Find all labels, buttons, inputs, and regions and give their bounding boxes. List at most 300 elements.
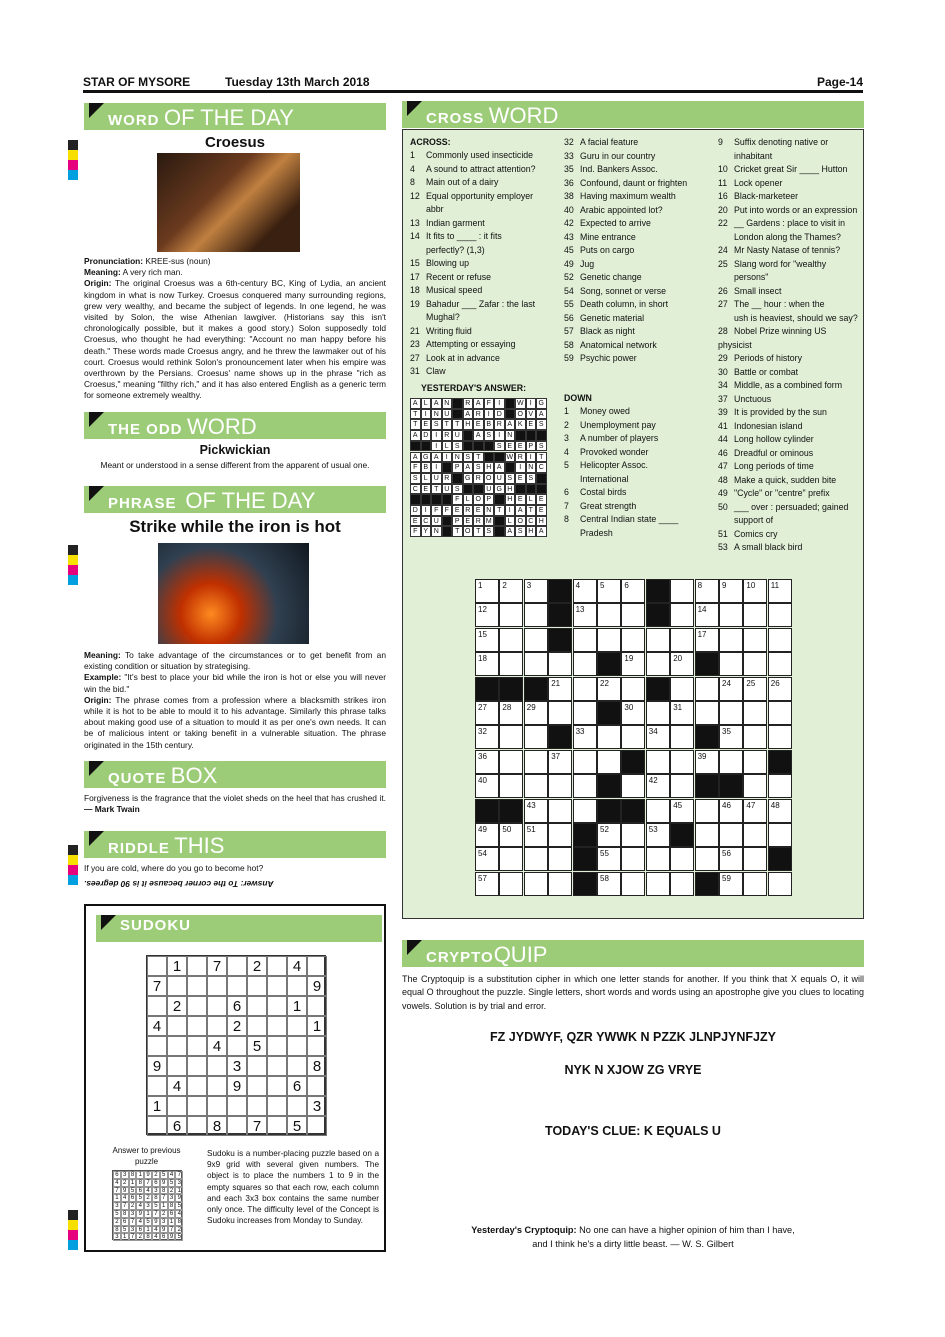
clue-number: 14 [410, 231, 420, 241]
yesterday-cell: T [536, 452, 547, 463]
crossword-cell[interactable] [475, 872, 499, 896]
yesterday-cell [505, 409, 516, 420]
yesterday-cell: I [421, 505, 432, 516]
clue-text: Cricket great Sir ____ Hutton [734, 164, 848, 174]
crossword-cell[interactable] [621, 677, 645, 701]
crossword-cell[interactable] [695, 872, 719, 896]
yesterday-cell: E [515, 494, 526, 505]
cell-number: 51 [526, 825, 536, 834]
crossword-cell[interactable] [719, 799, 743, 823]
crossword-cell[interactable] [548, 603, 572, 627]
crossword-cell[interactable] [646, 725, 670, 749]
yesterday-cell: S [410, 473, 421, 484]
crossword-cell[interactable] [768, 872, 792, 896]
crossword-cell[interactable] [597, 701, 621, 725]
crossword-cell[interactable] [670, 847, 694, 871]
crossword-cell[interactable] [743, 628, 767, 652]
crossword-cell[interactable] [646, 799, 670, 823]
cell-number: 29 [526, 703, 536, 712]
sudoku-prev-cell: 8 [160, 1187, 168, 1195]
crossword-cell[interactable] [548, 628, 572, 652]
crossword-cell[interactable] [499, 872, 523, 896]
crossword-cell[interactable] [499, 701, 523, 725]
crossword-cell[interactable] [499, 652, 523, 676]
clue-number: 50 [718, 501, 728, 512]
clue [564, 500, 714, 514]
clue [564, 513, 714, 540]
crossword-cell[interactable] [719, 725, 743, 749]
yesterday-cell [421, 494, 432, 505]
odd-word-band: THE ODD WORD [84, 412, 386, 439]
crossword-cell[interactable] [646, 872, 670, 896]
clue-number: 7 [564, 500, 569, 511]
yesterday-cell: A [536, 409, 547, 420]
crossword-cell[interactable] [548, 799, 572, 823]
crossword-cell[interactable] [621, 579, 645, 603]
crossword-cell[interactable] [768, 799, 792, 823]
crossword-cell[interactable] [768, 823, 792, 847]
clue-text: "Cycle" or "centre" prefix [734, 488, 830, 498]
crossword-cell[interactable] [548, 652, 572, 676]
clue-number: 33 [564, 150, 574, 161]
crossword-cell[interactable] [597, 774, 621, 798]
clue [564, 298, 714, 312]
crossword-cell[interactable] [743, 799, 767, 823]
crossword-cell[interactable] [621, 823, 645, 847]
yesterday-cell: A [536, 526, 547, 537]
yesterday-cell: T [473, 526, 484, 537]
crossword-cell[interactable] [597, 823, 621, 847]
crossword-cell[interactable] [499, 750, 523, 774]
crossword-cell[interactable] [719, 652, 743, 676]
crossword-cell[interactable] [743, 579, 767, 603]
clue-text: A facial feature [580, 137, 639, 147]
crossword-cell[interactable] [499, 677, 523, 701]
clue-text: Unemployment pay [580, 419, 656, 430]
crossword-cell[interactable] [573, 652, 597, 676]
yesterday-cell: U [442, 409, 453, 420]
sudoku-prev-cell: 8 [144, 1233, 152, 1241]
crossword-cell[interactable] [573, 677, 597, 701]
yesterday-cell: E [452, 505, 463, 516]
crossword-cell[interactable] [597, 579, 621, 603]
sudoku-prev-cell: 5 [160, 1171, 168, 1179]
crossword-cell[interactable] [548, 774, 572, 798]
yesterday-cell: O [473, 494, 484, 505]
crossword-cell[interactable] [670, 628, 694, 652]
crossword-cell[interactable] [597, 750, 621, 774]
yesterday-cell [484, 441, 495, 452]
clue-number: 34 [718, 380, 728, 390]
crossword-cell[interactable] [621, 603, 645, 627]
cell-number: 55 [600, 849, 609, 859]
yesterday-cell: S [536, 441, 547, 452]
crossword-cell[interactable] [646, 628, 670, 652]
crossword-cell[interactable] [670, 652, 694, 676]
clue-text: Equal opportunity employer [426, 190, 534, 201]
crossword-cell[interactable] [768, 774, 792, 798]
crossword-cell[interactable] [475, 847, 499, 871]
clue [564, 405, 714, 419]
cell-number: 36 [478, 751, 487, 761]
crossword-cell[interactable] [573, 603, 597, 627]
crossword-cell[interactable] [524, 872, 548, 896]
crossword-cell[interactable] [695, 725, 719, 749]
wotd-body: Pronunciation: KREE-sus (noun) Meaning: A very rich man. Origin: The original Croesus was a 6th-century BC, King of Lydia, an ancient kingdom in what is now Turkey. Croesus conquered many surrounding regions, grew very wealthy, and became the subject of legends. In one legend, he was visited by Solon, the wise Athenian lawgiver. (Historians say this isn't chronologically possible, but it makes a good story.) Solon supposedly told Croesus, who thought he had everything: "Account no man happy before his death." These words made Croesus angry, and he threw the lawmaker out of his court. Croesus would rethink Solon's pronouncement later when his empire was overthrown by the Persians. Croesus' name shows up in the phrase "rich as Croesus," meaning "filthy rich," and it has also entered English as a generic term for someone extremely wealthy. [84, 256, 386, 401]
clue-text: Central Indian state ____ [580, 514, 679, 524]
clue [564, 190, 714, 204]
crossword-cell[interactable] [646, 847, 670, 871]
odd-word: Pickwickian [199, 443, 271, 457]
crossword-cell[interactable] [695, 750, 719, 774]
crossword-cell[interactable] [743, 725, 767, 749]
sudoku-prev-cell: 6 [136, 1187, 144, 1195]
clue [718, 177, 860, 191]
sudoku-prev-cell: 5 [136, 1194, 144, 1202]
crossword-cell[interactable] [768, 750, 792, 774]
sudoku-prev-cell: 3 [113, 1202, 121, 1210]
crossword-cell[interactable] [499, 579, 523, 603]
yesterday-cell: F [452, 494, 463, 505]
yesterday-cell: T [473, 452, 484, 463]
crossword-cell[interactable] [524, 603, 548, 627]
crossword-cell[interactable] [670, 799, 694, 823]
crossword-cell[interactable] [695, 701, 719, 725]
crossword-cell[interactable] [548, 677, 572, 701]
sudoku-cell [147, 956, 167, 976]
crossword-cell[interactable] [475, 725, 499, 749]
crossword-cell[interactable] [548, 872, 572, 896]
crossword-cell[interactable] [499, 603, 523, 627]
crossword-cell[interactable] [499, 799, 523, 823]
clue-text: Jug [580, 258, 595, 269]
crossword-cell[interactable] [743, 701, 767, 725]
clue-text: Provoked wonder [580, 446, 649, 457]
clue-number: 5 [564, 460, 569, 470]
cell-number: 58 [600, 873, 609, 883]
cell-number: 32 [478, 727, 487, 737]
crossword-cell[interactable] [475, 799, 499, 823]
crossword-cell[interactable] [548, 750, 572, 774]
crossword-cell[interactable] [743, 872, 767, 896]
crossword-cell[interactable] [719, 677, 743, 701]
crossword-cell[interactable] [768, 677, 792, 701]
yesterday-cell: F [410, 526, 421, 537]
crossword-cell[interactable] [695, 847, 719, 871]
clue-text: Indian garment [426, 217, 485, 228]
crossword-cell[interactable] [524, 750, 548, 774]
yesterday-cell [505, 462, 516, 473]
crossword-cell[interactable] [743, 750, 767, 774]
clue-text: Dreadful or ominous [734, 447, 814, 458]
crossword-cell[interactable] [621, 847, 645, 871]
clue-number: 17 [410, 271, 420, 282]
clue-number: 49 [564, 258, 574, 269]
crossword-cell[interactable] [695, 677, 719, 701]
crossword-cell[interactable] [743, 823, 767, 847]
crossword-cell[interactable] [475, 628, 499, 652]
crossword-cell[interactable] [670, 774, 694, 798]
crossword-cell[interactable] [743, 774, 767, 798]
crossword-cell[interactable] [743, 677, 767, 701]
crossword-cell[interactable] [573, 701, 597, 725]
cell-number: 42 [648, 776, 658, 786]
crossword-cell[interactable] [573, 774, 597, 798]
crossword-cell[interactable] [573, 872, 597, 896]
clue-text: Writing fluid [426, 325, 472, 336]
crossword-cell[interactable] [646, 701, 670, 725]
yesterday-cell: T [526, 505, 537, 516]
crossword-cell[interactable] [646, 677, 670, 701]
crossword-cell[interactable] [573, 799, 597, 823]
crossword-cell[interactable] [524, 774, 548, 798]
crossword-cell[interactable] [646, 603, 670, 627]
clue [718, 447, 860, 461]
clue-text: Battle or combat [734, 366, 799, 377]
sudoku-prev-cell: 5 [175, 1202, 183, 1210]
sudoku-cell [207, 1016, 227, 1036]
crossword-cell[interactable] [524, 725, 548, 749]
clue-number: 44 [718, 434, 728, 444]
crossword-cell[interactable] [695, 823, 719, 847]
yesterday-cell: D [421, 430, 432, 441]
crossword-cell[interactable] [499, 725, 523, 749]
crossword-cell[interactable] [548, 701, 572, 725]
yesterday-cell: W [506, 453, 514, 461]
sudoku-cell [207, 1056, 227, 1076]
crossword-cell[interactable] [475, 677, 499, 701]
yesterday-cell: D [494, 409, 505, 420]
crossword-cell[interactable] [597, 603, 621, 627]
sudoku-cell [287, 1056, 307, 1076]
crossword-cell[interactable] [475, 652, 499, 676]
phrase-body: Meaning: To take advantage of the circumstances or to get benefit from an existing condition or situation by strategising. Example: "It's best to place your bid while the iron is hot or else you will never win the bid." Origin: The phrase comes from a profession where a blacksmith strikes iron while it is hot to be able to mould it to his advantage. Similarly this phrase talks about making good use of a situation to mould it as per one's own needs. It can be of malicious intent or taking benefit in a vulnerable situation. The phrase originated in the 15th century. [84, 650, 386, 750]
crossword-cell[interactable] [719, 701, 743, 725]
crossword-cell[interactable] [621, 750, 645, 774]
sudoku-cell [247, 976, 267, 996]
crossword-cell[interactable] [475, 701, 499, 725]
crossword-cell[interactable] [475, 750, 499, 774]
clue-number: 8 [410, 177, 415, 187]
crossword-cell[interactable] [695, 799, 719, 823]
crossword-cell[interactable] [743, 652, 767, 676]
clue-number: 54 [564, 285, 574, 296]
clue [410, 149, 560, 163]
clue [718, 501, 860, 528]
clue [564, 271, 714, 285]
crossword-cell[interactable] [475, 774, 499, 798]
cell-number: 22 [600, 678, 609, 688]
crossword-cell[interactable] [646, 750, 670, 774]
crossword-cell[interactable] [524, 701, 548, 725]
crossword-cell[interactable] [621, 799, 645, 823]
crossword-cell[interactable] [621, 872, 645, 896]
crossword-cell[interactable] [719, 750, 743, 774]
crossword-cell[interactable] [695, 774, 719, 798]
crossword-cell[interactable] [573, 579, 597, 603]
crossword-cell[interactable] [743, 847, 767, 871]
crossword-cell[interactable] [646, 579, 670, 603]
yesterday-cell [463, 484, 474, 495]
crossword-cell[interactable] [719, 847, 743, 871]
crossword-cell[interactable] [719, 603, 743, 627]
crossword-cell[interactable] [646, 823, 670, 847]
crossword-cell[interactable] [719, 872, 743, 896]
crossword-cell[interactable] [548, 847, 572, 871]
clue-text: Ind. Bankers Assoc. [580, 164, 658, 174]
sudoku-cell: 7 [207, 956, 227, 976]
sudoku-prev-cell: 7 [168, 1226, 176, 1234]
crossword-cell[interactable] [524, 847, 548, 871]
sudoku-cell [207, 1096, 227, 1116]
yesterday-cell: G [494, 484, 505, 495]
crossword-cell[interactable] [670, 823, 694, 847]
yesterday-cell: I [431, 441, 442, 452]
across-label: ACROSS: [410, 137, 451, 147]
crossword-cell[interactable] [768, 847, 792, 871]
sudoku-prev-cell: 8 [129, 1171, 137, 1179]
crossword-cell[interactable] [524, 579, 548, 603]
crossword-cell[interactable] [548, 823, 572, 847]
crossword-cell[interactable] [670, 603, 694, 627]
crossword-cell[interactable] [524, 823, 548, 847]
sudoku-prev-cell: 1 [175, 1187, 183, 1195]
crossword-cell[interactable] [695, 628, 719, 652]
sudoku-cell [167, 976, 187, 996]
sudoku-cell [207, 1076, 227, 1096]
crossword-cell[interactable] [670, 750, 694, 774]
cell-number: 9 [722, 581, 727, 590]
clue-number: 58 [564, 339, 574, 350]
yesterday-cell: S [431, 419, 442, 430]
crossword-cell[interactable] [597, 847, 621, 871]
crossword-cell[interactable] [499, 628, 523, 652]
crossword-cell[interactable] [597, 628, 621, 652]
crossword-cell[interactable] [719, 579, 743, 603]
clue-number: 48 [718, 474, 728, 485]
crossword-cell[interactable] [768, 701, 792, 725]
cell-number: 10 [746, 581, 756, 590]
yesterday-cell [536, 484, 547, 495]
crossword-cell[interactable] [768, 628, 792, 652]
cell-number: 35 [722, 727, 731, 737]
clue [410, 338, 560, 352]
sudoku-prev-cell: 6 [129, 1194, 137, 1202]
sudoku-cell: 1 [307, 1016, 327, 1036]
sudoku-cell [267, 1116, 287, 1136]
crossword-cell[interactable] [524, 799, 548, 823]
crossword-cell[interactable] [670, 725, 694, 749]
crossword-cell[interactable] [524, 628, 548, 652]
crossword-cell[interactable] [499, 847, 523, 871]
crossword-cell[interactable] [475, 579, 499, 603]
crossword-cell[interactable] [573, 628, 597, 652]
sudoku-cell [287, 1036, 307, 1056]
crossword-cell[interactable] [524, 652, 548, 676]
crossword-cell[interactable] [719, 774, 743, 798]
crossword-cell[interactable] [695, 603, 719, 627]
crossword-cell[interactable] [499, 774, 523, 798]
cell-number: 13 [575, 605, 585, 615]
crossword-cell[interactable] [597, 725, 621, 749]
yesterday-cell: N [442, 398, 453, 409]
yesterday-cell [515, 484, 526, 495]
crossword-cell[interactable] [573, 750, 597, 774]
crossword-cell[interactable] [768, 603, 792, 627]
crossword-cell[interactable] [548, 579, 572, 603]
crossword-cell[interactable] [524, 677, 548, 701]
yesterday-cell: T [452, 419, 463, 430]
crossword-cell[interactable] [695, 652, 719, 676]
crossword-cell[interactable] [621, 725, 645, 749]
clue-number: 42 [564, 218, 574, 228]
crossword-cell[interactable] [621, 701, 645, 725]
crossword-cell[interactable] [475, 823, 499, 847]
yesterday-cell [515, 430, 526, 441]
riddle-question: If you are cold, where do you go to become hot? [84, 863, 264, 873]
crossword-cell[interactable] [573, 847, 597, 871]
yesterday-cell: C [536, 462, 547, 473]
crossword-cell[interactable] [670, 677, 694, 701]
cell-number: 37 [551, 751, 561, 761]
crossword-cell[interactable] [768, 652, 792, 676]
crossword-cell[interactable] [768, 579, 792, 603]
sudoku-prev-cell: 7 [113, 1187, 121, 1195]
crossword-cell[interactable] [646, 774, 670, 798]
crossword-cell[interactable] [597, 652, 621, 676]
crossword-cell[interactable] [670, 701, 694, 725]
crossword-cell[interactable] [719, 823, 743, 847]
clue [564, 231, 714, 245]
crossword-cell[interactable] [621, 774, 645, 798]
page-number: Page-14 [816, 75, 863, 89]
sudoku-prev-cell: 3 [121, 1171, 129, 1179]
crossword-cell[interactable] [597, 677, 621, 701]
crossword-cell[interactable] [670, 579, 694, 603]
crossword-cell[interactable] [573, 725, 597, 749]
crossword-cell[interactable] [597, 872, 621, 896]
crossword-cell[interactable] [597, 799, 621, 823]
clue [718, 420, 860, 434]
crossword-cell[interactable] [475, 603, 499, 627]
yesterday-cell: R [494, 419, 505, 430]
sudoku-cell [187, 1116, 207, 1136]
yesterday-cell: A [431, 398, 442, 409]
crossword-cell[interactable] [548, 725, 572, 749]
sudoku-prev-cell: 1 [129, 1179, 137, 1187]
crossword-cell[interactable] [621, 628, 645, 652]
yesterday-cell: T [431, 484, 442, 495]
yesterday-cell: H [505, 484, 516, 495]
crossword-cell[interactable] [646, 652, 670, 676]
crossword-cell[interactable] [573, 823, 597, 847]
crossword-cell[interactable] [743, 603, 767, 627]
yesterday-cell: I [494, 398, 505, 409]
clue-text: ush is heaviest, should we say? [734, 312, 858, 323]
crossword-cell[interactable] [499, 823, 523, 847]
down-label: DOWN [564, 393, 592, 403]
clue-text: Bahadur ___ Zafar : the last [426, 298, 536, 309]
clue [564, 204, 714, 218]
crossword-cell[interactable] [719, 628, 743, 652]
crossword-cell[interactable] [695, 579, 719, 603]
cell-number: 25 [746, 678, 756, 688]
crossword-cell[interactable] [670, 872, 694, 896]
yesterday-cell: T [410, 419, 421, 430]
crossword-cell[interactable] [621, 652, 645, 676]
sudoku-cell: 4 [147, 1016, 167, 1036]
crossword-cell[interactable] [768, 725, 792, 749]
